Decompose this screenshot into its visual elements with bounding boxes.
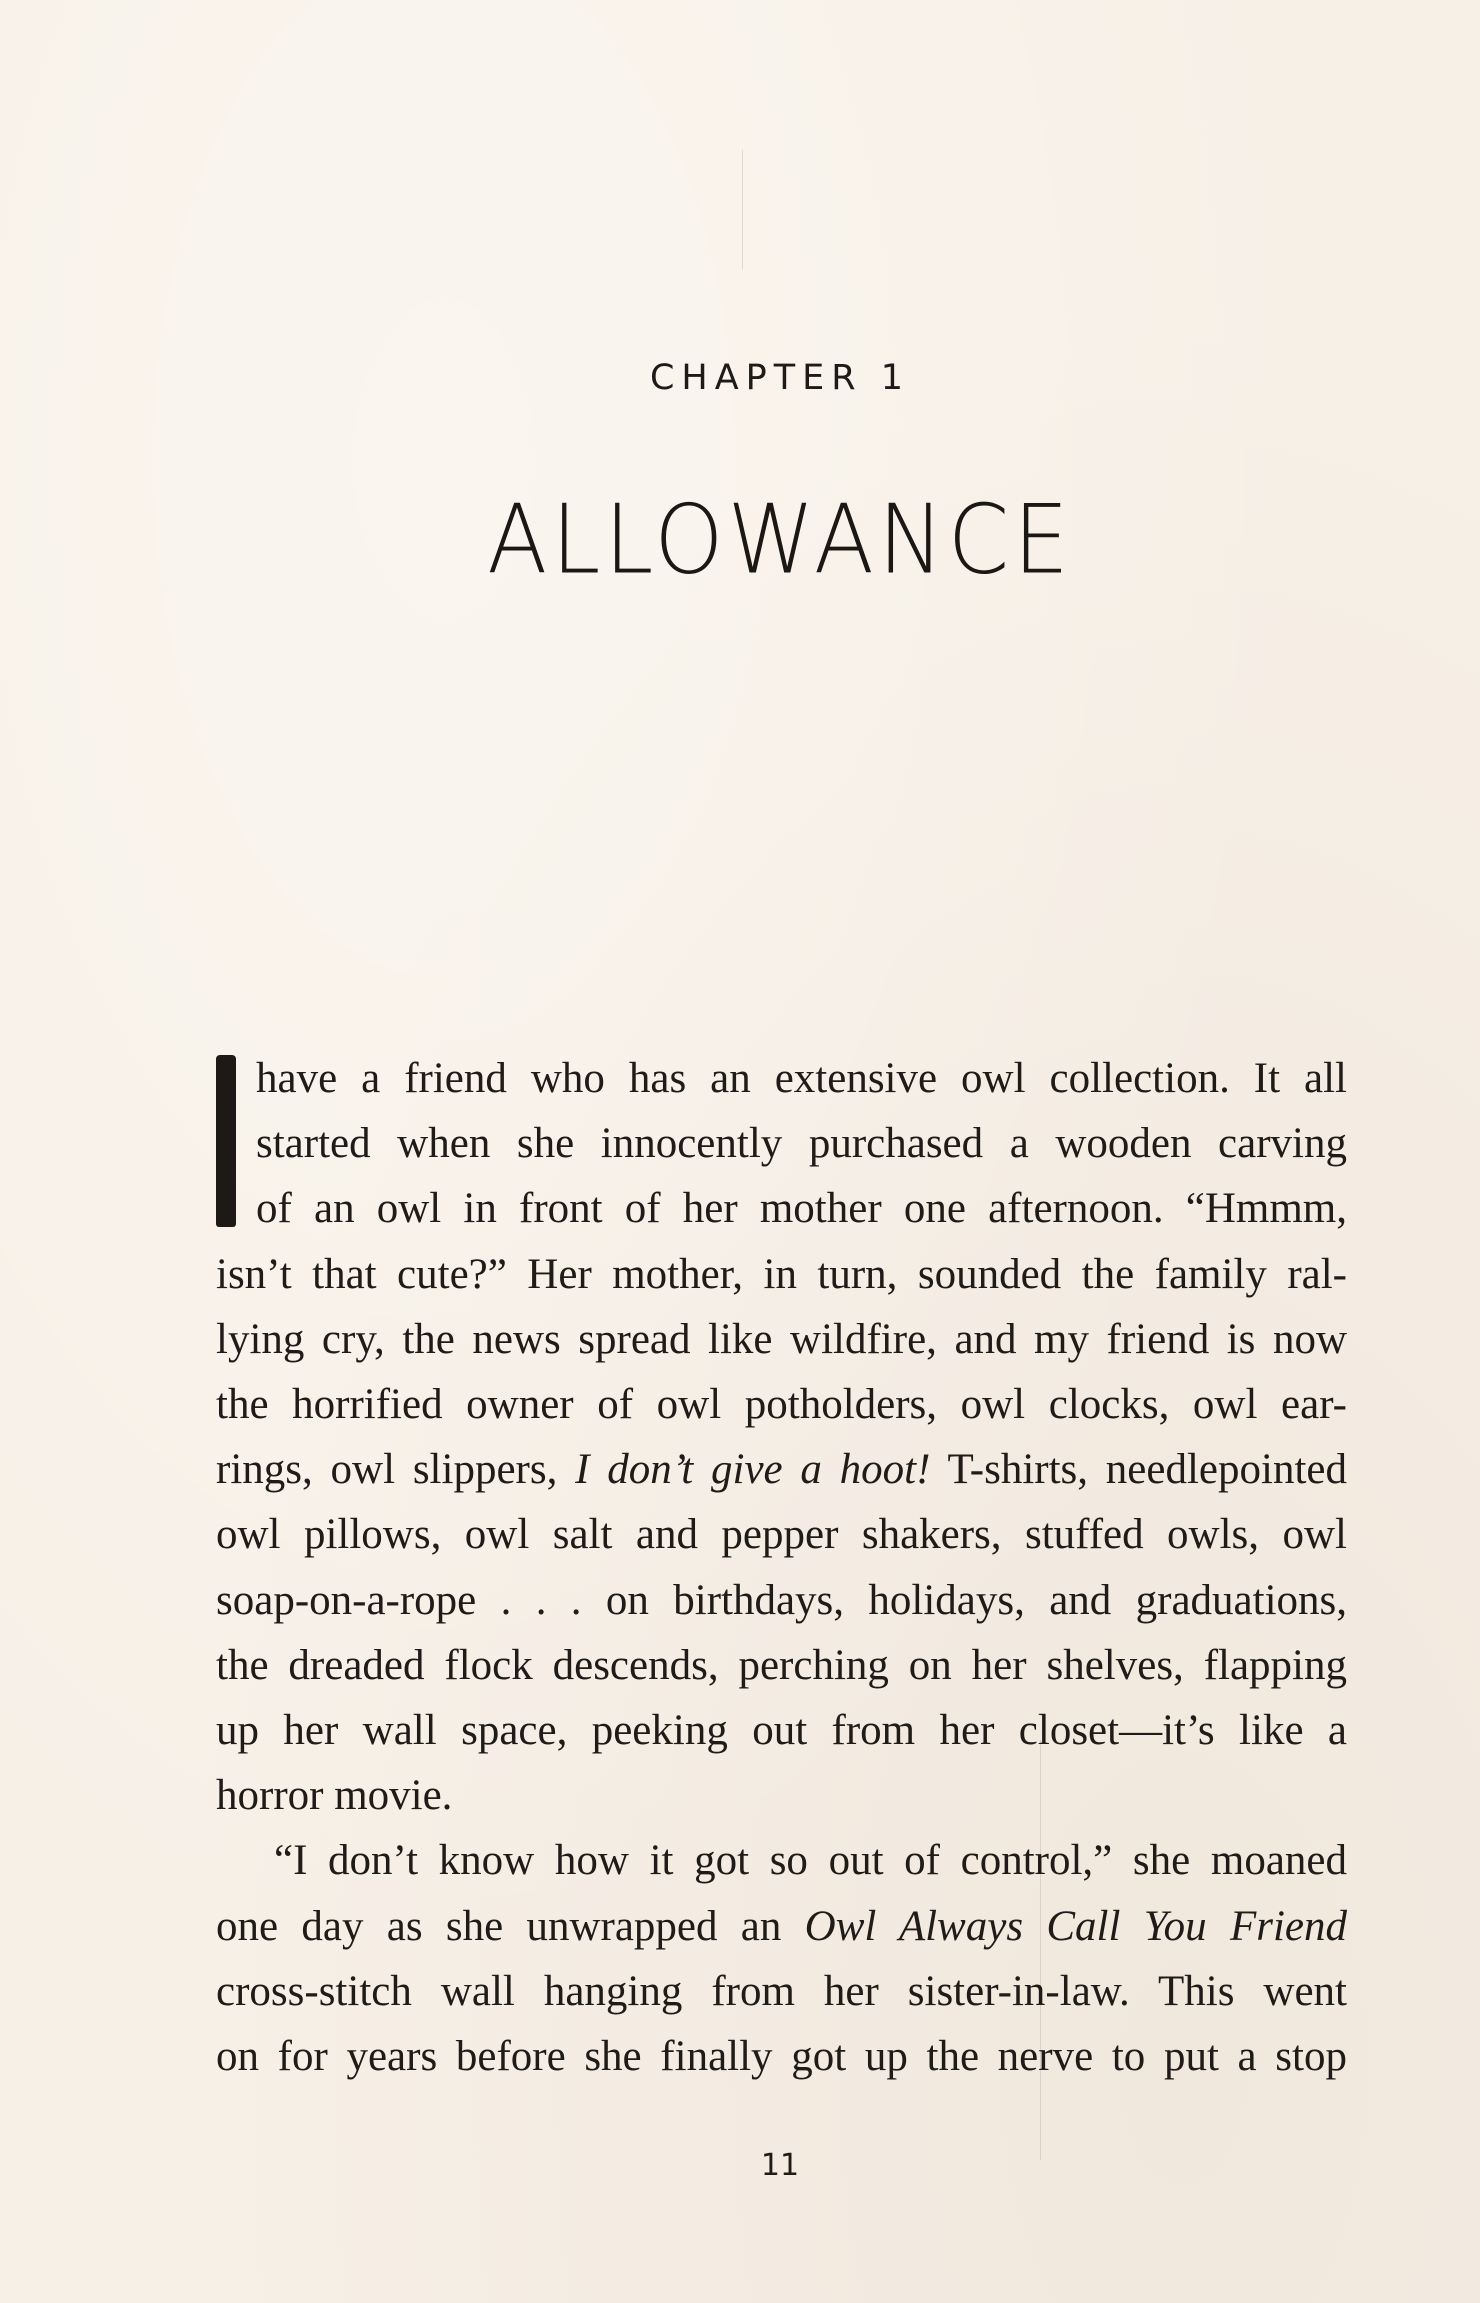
page-number: 11 <box>760 2148 800 2183</box>
body-text <box>216 1046 1347 2089</box>
text-line <box>216 1437 1347 1502</box>
chapter-title: ALLOWANCE <box>487 483 1073 596</box>
text-line: up her wall space, peeking out from her closet—it’s like a <box>216 1707 1347 1755</box>
paragraph-1 <box>216 1046 1347 1828</box>
text-line: of an owl in front of her mother one afternoon. “Hmmm, <box>256 1185 1347 1233</box>
page-crease-top <box>742 150 743 270</box>
text-line <box>216 1894 1347 1959</box>
text-line: lying cry, the news spread like wildfire, and my friend is now <box>216 1315 1347 1363</box>
text-run: one day as she unwrapped an <box>216 1902 805 1950</box>
text-line: “I don’t know how it got so out of control,” she moaned <box>274 1837 1347 1885</box>
text-line: isn’t that cute?” Her mother, in turn, sounded the family ral- <box>216 1250 1347 1298</box>
text-line: started when she innocently purchased a wooden carving <box>256 1120 1347 1168</box>
text-line: horror movie. <box>216 1772 453 1820</box>
italic-title: Owl Always Call You Friend <box>804 1902 1347 1950</box>
italic-title: I don’t give a hoot! <box>575 1446 931 1494</box>
text-run: T-shirts, needlepointed <box>930 1446 1347 1494</box>
text-line: have a friend who has an extensive owl collection. It all <box>256 1055 1347 1102</box>
text-line: soap-on-a-rope . . . on birthdays, holidays, and graduations, <box>216 1576 1347 1624</box>
text-line: the horrified owner of owl potholders, owl clocks, owl ear- <box>216 1381 1347 1429</box>
text-run: rings, owl slippers, <box>216 1446 576 1494</box>
text-line: the dreaded flock descends, perching on her shelves, flapping <box>216 1641 1347 1689</box>
chapter-label: CHAPTER 1 <box>649 358 910 398</box>
paragraph-2 <box>216 1828 1347 2089</box>
text-line: cross-stitch wall hanging from her sister-in-law. This went <box>216 1967 1347 2015</box>
text-line: owl pillows, owl salt and pepper shakers, stuffed owls, owl <box>216 1511 1347 1559</box>
text-line: on for years before she finally got up the nerve to put a stop <box>216 2033 1347 2081</box>
